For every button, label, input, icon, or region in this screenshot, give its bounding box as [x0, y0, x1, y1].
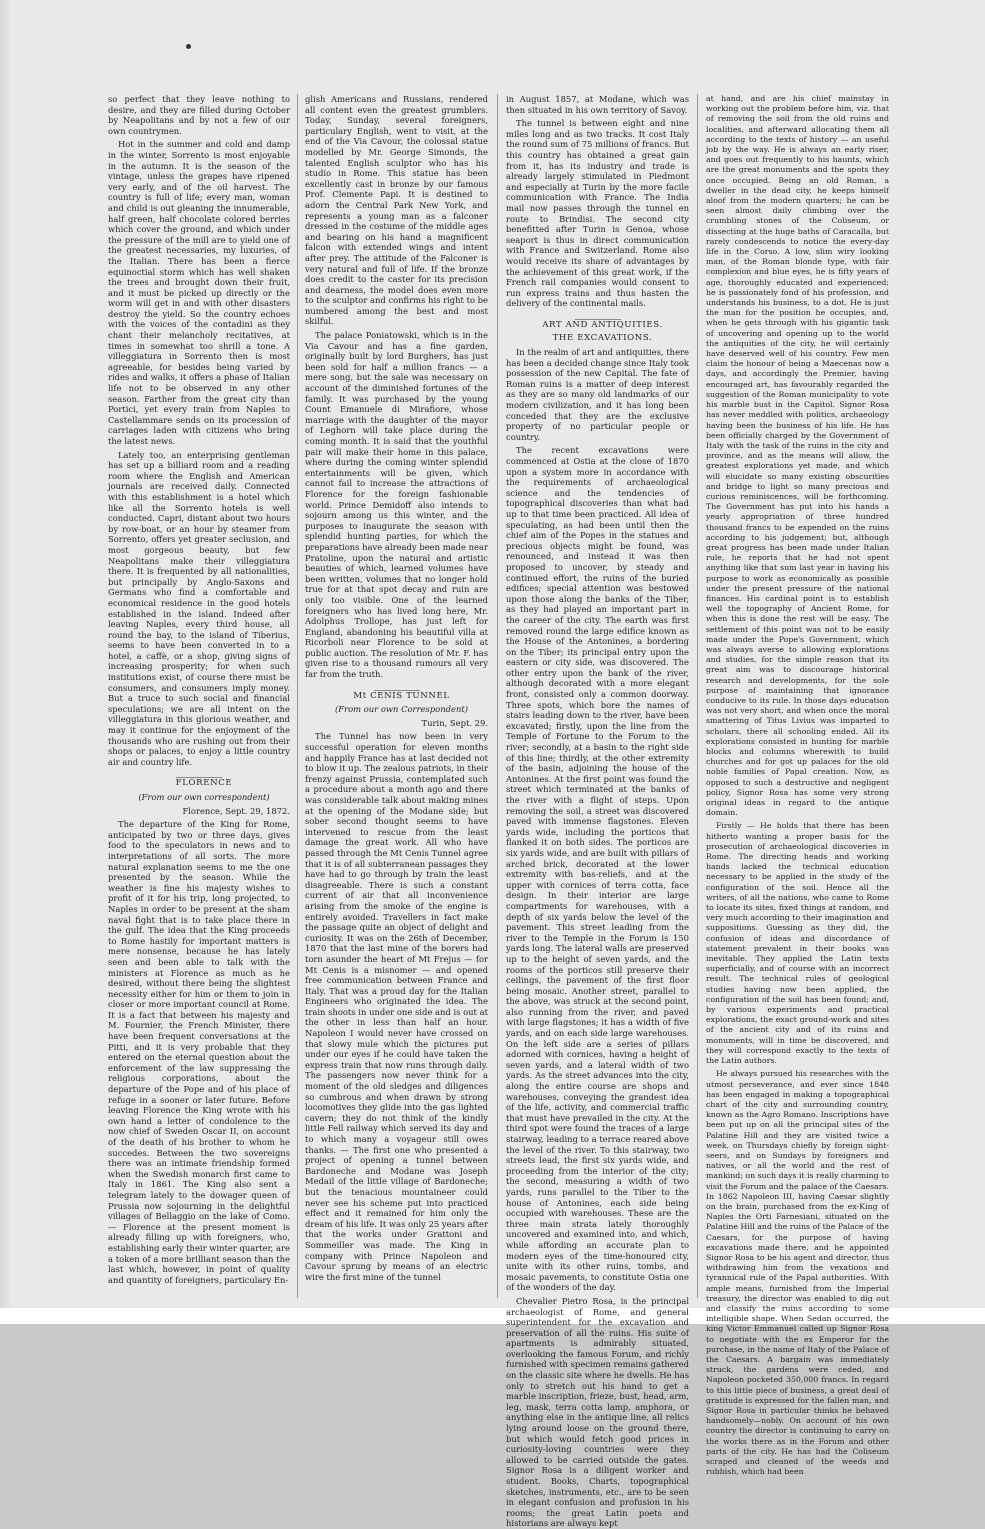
- scan-left-edge: [0, 0, 14, 1324]
- section-heading: FLORENCE: [175, 778, 233, 789]
- column-3: [506, 94, 689, 1529]
- paragraph: The tunnel is between eight and nine miles long and as two tracks. It cost Italy the round sum of 75 millions of francs. But this country has obtained a great gain from it, has its industry and trade is already largely stimulated in Piedmont and especially at Turin by the more facile communication with France. The India mail now passes through the tunnel en route to Brindisi. The second city benefitted after Turin is Genoa, whose seaport is thus in direct communication with France and Switzerland. Rome also would receive its share of advantages by the achievement of this great work, if the French rail companies would consent to run express trains and thus hasten the delivery of the continental mails.: [506, 118, 689, 309]
- paragraph: The palace Poniatowski, which is in the Via Cavour and has a fine garden, originally built by lord Burghers, has just been sold for half a million francs — a mere song, but the sale was necessary on account of the diminished fortunes of the family. It was purchased by the young Count Emanuele di Mirafiore, whose marriage with the daughter of the mayor of Leghorn will take place during the coming month. It is said that the youthful pair will make their home in this palace, where during the coming winter splendid entertainments will be given, which cannot fail to increase the attractions of Florence for the foreign fashionable world. Prince Demidoff also intends to sojourn among us this winter, and the purposes to inaugurate the season with splendid hunting parties, for which the preparations have already been made near Pratoline, upon the natural and artistic beauties of which, learned volumes have been written, volumes that no longer hold true for at that spot decay and ruin are only too visible. One of the learned foreigners who has lived long here, Mr. Adolphus Trollope, has just left for England, abandoning his beautiful villa at Ricorboli near Florence to be sold at public auction. The resolution of Mr. F. has given rise to a thousand rumours all very far from the truth.: [305, 330, 488, 680]
- section-heading: ART AND ANTIQUITIES.: [542, 319, 663, 330]
- paragraph: Hot in the summer and cold and damp in the winter, Sorrento is most enjoyable in the autumn. It is the season of the vintage, unless the grapes have ripened very early, and of the oil harvest. The country is full of life; every man, woman and child is out gleaning the innumerable, half green, half chocolate colored berries which cover the ground, and which under the pressure of the mill are to yield one of the greatest necessaries, my luxuries, of the Italian. There has been a fierce equinoctial storm which has well shaken the trees and brought down their fruit, and it must be picked up directly or the worm will get in and with other disasters destroy the yield. So the country echoes with the voices of the contadini as they chant their melancholy recitatives, at times in somewhat too shrill a tone. A villeggiatura in Sorrento then is most agreeable, for besides being varied by rides and walks, it offers a phase of Italian life not to be observed in any other season. Farther from the great city than Portici, yet every train from Naples to Castellammare sends on its procession of carriages laden with citizens who bring the latest news.: [108, 139, 290, 446]
- section-subheading: THE EXCAVATIONS.: [552, 333, 653, 344]
- column-1: [108, 94, 290, 1298]
- paragraph: so perfect that they leave nothing to desire, and they are filled during October by Neapolitans and by not a few of our own countrymen.: [108, 94, 290, 136]
- paragraph: at hand, and are his chief mainstay in working out the problem before him, viz. that of removing the soil from the old ruins and localities, and afterward allocating them all according to the texts of history — an useful job by the way. He is always an early riser, and goes out frequently to his haunts, which are the great monuments and the spots they once occupied. Being an old Roman, a dweller in the dead city, he keeps himself aloof from the modern quarters; he can be seen almost daily climbing over the crumbling stones of the Coliseum, or dissecting at the huge baths of Caracalla, but rarely condescends to notice the every-day life in the Corso. A low, slim wiry looking man, of the Roman blonde type, with fair complexion and blue eyes, he is fifty years of age, thoroughly educated and experienced; he is passionately fond of his profession, and understands his business, to a dot. He is just the man for the position he occupies, and, when he gets through with his gigantic task of uncovering and opening up to the world the antiquities of the city, he will certainly have deserved well of his country. Few men claim the honour of being a Maecenas now a days, and accordingly the Premier, having encouraged art, has favourably regarded the suggestion of the Roman municipality to vote his marble bust in the Capitol. Signor Rosa has never meddled with politics, archaeology having been the business of his life. He has been officially charged by the Government of Italy with the task of the ruins in the city and province, and as the means will allow, the greatest explorations yet made, and which will elucidate so many existing obscurities and bridge to light so many precious and curious reminiscences, will be forthcoming. The Government has put into his hands a yearly appropriation of three hundred thousand francs to be expended on the ruins according to his judgement; but, although great progress has been made under Italian rule, he reports that he had not spent anything like that sum last year in having his purpose to work as economically as possible under the present pressure of the national finances. His cardinal point is to establish well the topography of Ancient Rome, for when this is done the rest will be easy. The settlement of this point was not to be easily made under the Pope's Government, which was always averse to allowing explorations and studies, for the simple reason that its great aim was to discourage historical research and developments, for the sole purpose of maintaining that ignorance conducive to its rule. In those days education was not very short, and when once the moral smattering of Titus Livius was imparted to scholars, there all schooling ended. All its explorations consisted in hunting for marble blocks and columns wherewith to build churches and for got up palaces for the old noble families of Papal creation. Now, as opposed to such a destructive and negligent policy, Signor Rosa has some very strong original ideas in regard to the antique domain.: [706, 94, 889, 818]
- paragraph: The departure of the King for Rome, anticipated by two or three days, gives food to the speculators in news and to interpretations of all sorts. The more natural explanation seems to me the one presented by the season. While the weather is fine his majesty wishes to profit of it for his trip, long projected, to Naples in order to be present at the sham naval fight that is to take place there in the gulf. The idea that the King proceeds to Rome hastily for important matters is mere nonsense, because he has lately seen and been able to talk with the ministers at Florence as much as he desired, without there being the slightest necessity either for him or them to join in closer or more important council at Rome. It is a fact that between his majesty and M. Fournier, the French Minister, there have been frequent conversations at the Pitti, and it is very probable that they entered on the eternal question about the enforcement of the law suppressing the religious corporations, about the departure of the Pope and of his place of refuge in a sooner or later future. Before leaving Florence the King wrote with his own hand a letter of condolence to the now chief of Sweden Oscar II, on account of the death of his brother to whom he succedes. Between the two sovereigns there was an intimate friendship formed when the Swedish monarch first came to Italy in 1861. The King also sent a telegram lately to the dowager queen of Prussia now sojourning in the delightful villages of Bellaggio on the lake of Como. — Florence at the present moment is already filling up with foreigners, who, establishing early their winter quarter, are a token of a more brilliant season than the last which, however, in point of quality and quantity of foreigners, particulary En-: [108, 819, 290, 1285]
- dateline: Florence, Sept. 29, 1872.: [182, 805, 290, 816]
- ink-spot: [186, 44, 191, 49]
- byline: (From our own Correspondent): [335, 704, 468, 715]
- paragraph: Lately too, an enterprising gentleman has set up a billiard room and a reading room where the English and American journals are received daily. Connected with this establishment is a hotel which like all the Sorrento hotels is well conducted. Capri, distant about two hours by row-boat, or an hour by steamer from Sorrento, offers yet greater seclusion, and most gorgeous beauty, but few Neapolitans make their villeggiatura there. It is frequented by all nationalities, but principally by Anglo-Saxons and Germans who find a comfortable and economical residence in the good hotels established in the island. Indeed after leaving Naples, every third house, all round the bay, to the island of Tiberius, seems to have been converted in to a hotel, a caffè, or a shop, giving signs of increasing prosperity; for when such institutions exist, of course there must be consumers, and consumers imply money. But a truce to such social and financial speculations; we are all intent on the villeggiatura in this glorious weather, and may it continue for the enjoyment of the thousands who are rushing out from their shops or palaces, to enjoy a little country air and country life.: [108, 449, 290, 767]
- paragraph: The Tunnel has now been in very successful operation for eleven months and happily France has at last decided not to blow it up. The zealous patriots, in their frenzy against Prussia, contemplated such a procedure about a month ago and there was considerable talk about making mines at the opening of the Modane side; but sober second thought seems to have intervened to rescue from the least damage the great work. All who have passed through the Mt Cenis Tunnel agree that it is of all subterranean passages they have had to go through by train the least disagreeable. There is such a constant current of air that all inconvenience arising from the smoke of the engine is entirely avoided. Travellers in fact make the passage quite an object of delight and curiosity. It was on the 26th of December, 1870 that the last mine of the borers had torn asunder the heart of Mt Frejus — for Mt Cenis is a misnomer — and opened free communication between France and Italy. That was a proud day for the Italian Engineers who originated the idea. The train shoots in under one side and is out at the other in less than half an hour. Napoleon I would never have crossed on that slowy mule which the pictures put under our eyes if he could have taken the express train that now runs through daily. The passengers now never think for a moment of the old sledges and diligences so cumbrous and when drawn by strong locomotives they glide into the gas lighted cavern; they do not think of the kindly little Fell railway which served its day and to which many a voyageur still owes thanks. — The first one who presented a project of opening a tunnel between Bardoneche and Modane was Joseph Medail of the little village of Bardoneche; but the tenacious mountaineer could never see his scheme put into practiced effect and it remained for him only the dream of his life. It was only 25 years after that the works under Grattoni and Sommeiller was made. The King in company with Prince Napoleon and Cavour sprung by means of an electric wire the first mine of the tunnel: [305, 731, 488, 1282]
- paragraph: in August 1857, at Modane, which was then situated in his own territory of Savoy.: [506, 94, 689, 115]
- dateline: Turin, Sept. 29.: [421, 717, 488, 728]
- column-4: [706, 94, 889, 1477]
- section-heading: Mt CENIS TUNNEL: [353, 690, 450, 701]
- paragraph: He always pursued his researches with the utmost perseverance, and ever since 1848 has been engaged in making a topographical chart of the city and surrounding country, known as the Agro Romano. Inscriptions have been put up on all the principal sites of the Palatine Hill and they are visited twice a week, on Thursdays chiefly by foreign sight-seers, and on Sundays by foreigners and natives, or all the world and the rest of mankind; on such days it is really charming to visit the Forum and the palace of the Caesars. In 1862 Napoleon III, having Caesar slightly on the brain, purchased from the ex-King of Naples the Orti Farnesiani, situated on the Palatine Hill and the ruins of the Palace of the Caesars, for the purpose of having excavations made there, and he appointed Signor Rosa to be his agent and director, thus withdrawing him from the vexations and tyrannical rule of the Papal authorities. With ample means, furnished from the Imperial treasury, the director was enabled to dig out and classify the ruins according to some intelligible shape. When Sedan occurred, the king Victor Emmanuel called up Signor Rosa to negotiate with the ex Emperor for the purchase, in the name of Italy of the Palace of the Caesars. A bargain was immediately struck, the gardens were ceded, and Napoleon pocketed 350,000 francs. In regard to this little piece of business, a great deal of gratitude is expressed for the fallen man, and Signor Rosa in particular thinks he behaved handsomely—nobly. On account of his own country the director is continuing to carry on the works there as in the Forum and other parts of the city. He has had the Coliseum scraped and cleaned of the weeds and rubbish, which had been: [706, 1069, 889, 1477]
- column-rule: [497, 94, 498, 1298]
- column-rule: [297, 94, 298, 1298]
- column-2: [305, 94, 488, 1298]
- paragraph: Firstly — He holds that there has been hitherto wanting a proper basis for the prosecution of archaeological discoveries in Rome. The directing heads and working hands lacked the technical education necessary to be applied in the study of the configuration of the soil. Hence all the writers, of all the nations, who came to Rome to locate its sites, fixed things at random, and very much according to their imagination and suppositions. Guessing as they did, the confusion of ideas and discordance of statement prevalent in their books was inevitable. They applied the Latin texts superficially, and of course with an incorrect result. The technical rules of geological studies having now been applied, the configuration of the soil has been found; and, by various experiments and practical explorations, the exact ground-work and sites of the ancient city and of its ruins and monuments, will in time be discovered, and they will correspond exactly to the texts of the Latin authors.: [706, 821, 889, 1066]
- paragraph: Chevalier Pietro Rosa, is the principal archaeologist of Rome, and general superintendent for the excavation and preservation of all the ruins. His suite of apartments is admirably situated, overlooking the famous Forum, and richly furnished with specimen remains gathered on the classic site where he dwells. He has only to stretch out his hand to get a marble inscription, frieze, bust, head, arm, leg, mask, terra cotta lamp, amphora, or anything else in the antique line, all relics lying around loose on the ground there, but which would fetch good prices in curiosity-loving countries were they allowed to be carried outside the gates. Signor Rosa is a diligent worker and student. Books, Charts, topographical sketches, instruments, etc., are to be seen in elegant confusion and profusion in his rooms; the great Latin poets and historians are always kept: [506, 1295, 689, 1529]
- byline: (From our own correspondent): [138, 792, 270, 802]
- paragraph: glish Americans and Russians, rendered all content even the greatest grumblers. Today, Sunday, several foreigners, particulary English, went to visit, at the end of the Via Cavour, the colossal statue modelled by Mr. George Simonds, the talented English sculptor who has his studio in Rome. This statue has been excellently cast in bronze by our famous Prof. Clemente Papi. It is destined to adorn the Central Park New York, and represents a young man as a falconer dressed in the costume of the middle ages and bearing on his hand a magnificent falcon with extended wings and intent after prey. The attitude of the Falconer is very natural and full of life. If the bronze does credit to the caster for its precision and dearness, the model does even more to the sculptor and confirms his right to be numbered among the best and most skilful.: [305, 94, 488, 327]
- paragraph: In the realm of art and antiquities, there has been a decided change since Italy took possession of the new Capital. The fate of Roman ruins is a matter of deep interest as they are so many old landmarks of our modern civilization, and it has long been conceded that they are the exclusive property of no particular people or country.: [506, 347, 689, 442]
- column-rule: [697, 94, 698, 1298]
- paragraph: The recent excavations were commenced at Ostia at the close of 1870 upon a system more in accordance with the requirements of archaeological science and the tendencies of topographical discoveries than what had up to that time been practiced. All idea of speculating, as had been until then the chief aim of the Popes in the statues and precious objects might be found, was renounced, and instead it was then proposed to uncover, by steady and continued effort, the ruins of the buried edifices; special attention was bestowed upon those along the banks of the Tiber, as they had played an important part in the career of the city. The earth was first removed round the large edifice known as the House of the Antonines, a bordering on the Tiber; its principal entry upon the eastern or city side, was discovered. The other entry upon the bank of the river, although decorated with a more elegant front, consisted only a common doorway. Three spots, which bore the names of stairs leading down to the river, have been excavated; firstly, upon the line from the Temple of Fortune to the Forum to the river; secondly, at a basin to the right side of this line; thirdly, at the other extremity of the basin, adjoining the house of the Antonines. At the first point was found the street which terminated at the banks of the river with a flight of steps. Upon removing the soil, a street was discovered paved with immense flagstones. Eleven yards wide, including the porticos that flanked it on both sides. The porticos are six yards wide, and are built with pillars of arched brick, decorated at the lower extremity with bas-reliefs, and at the upper with cornices of terra cotta, face design. In their interior are large compartments for warehouses, with a depth of six yards below the level of the pavement. This street leading from the river to the Temple in the Forum is 150 yards long. The lateral walls are preserved up to the height of seven yards, and the rooms of the porticos still preserve their ceilings, the pavement of the first floor being mosaic. Another street, parallel to the above, was struck at the second point, also running from the river, and paved with large flagstones; it has a width of five yards, and on each side large warehouses. On the left side are a series of pillars adorned with cornices, having a height of seven yards, and a lateral width of two yards. As the street advances into the city, along the entire course are shops and warehouses, conveying the grandest idea of the life, activity, and commercial traffic that must have prevailed in the city. At the third spot were found the traces of a large stairway, leading to a terrace reared above the level of the river. To this stairway, two streets lead, the first six yards wide, and proceeding from the interior of the city; the second, measuring a width of two yards, runs parallel to the Tiber to the house of Antonines, each side being occupied with warehouses. These are the three main strata lately thoroughly uncovered and examined into, and which, while affording an accurate plan to modern eyes of the time-honoured city, unite with its other ruins, tombs, and mosaic pavements, to constitute Ostia one of the wonders of the day.: [506, 445, 689, 1293]
